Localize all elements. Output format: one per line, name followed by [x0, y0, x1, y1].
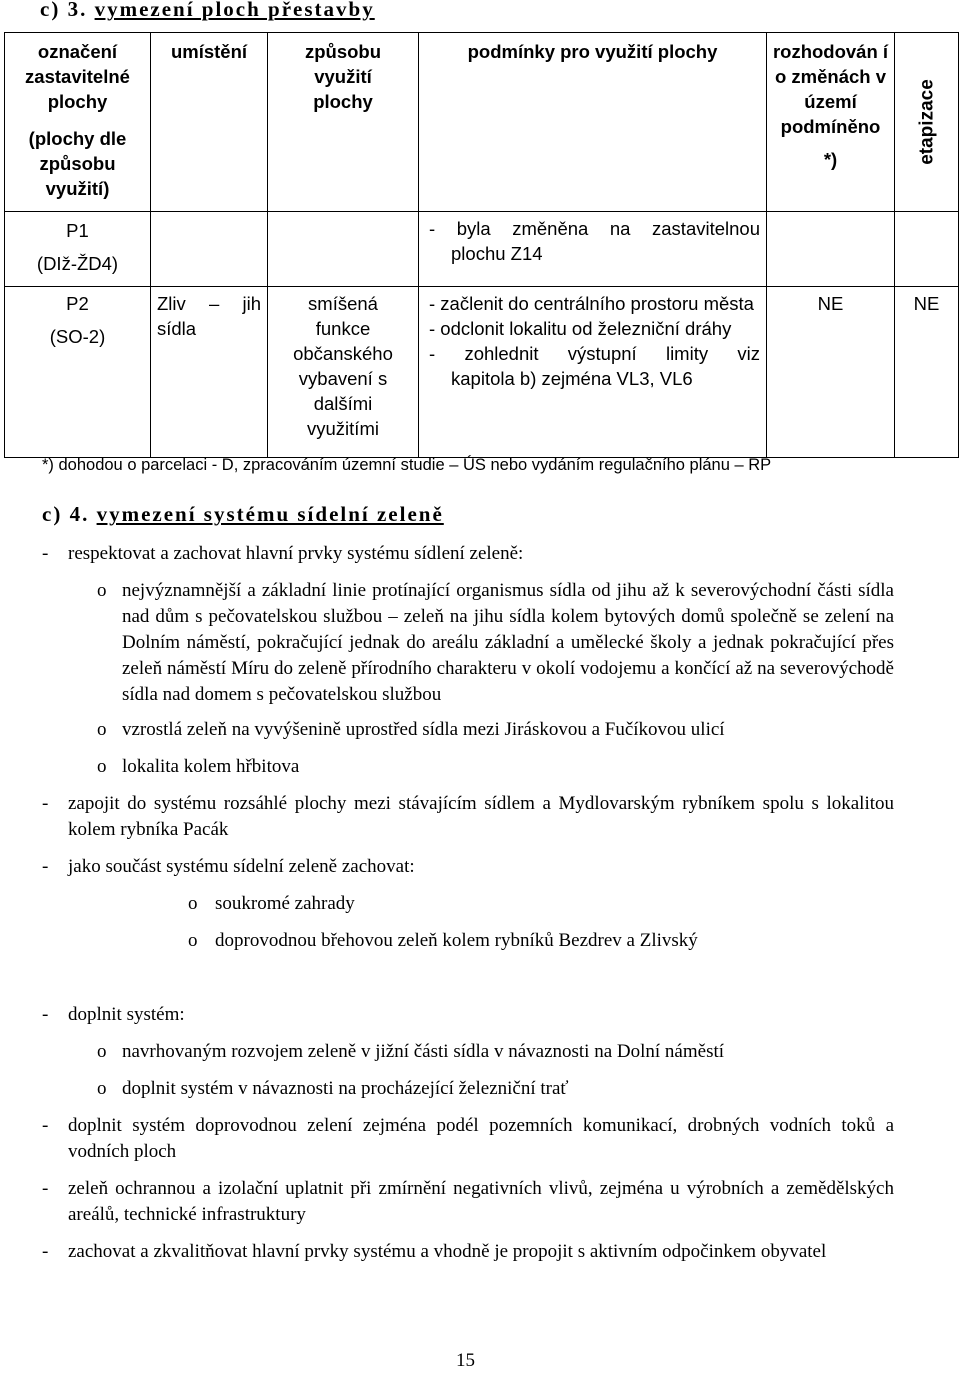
- header-rozhodovani: rozhodován í o změnách v území podmíněno *): [767, 33, 895, 212]
- header-etapizace: etapizace: [895, 33, 959, 212]
- header-podminky: podmínky pro využití plochy: [419, 33, 767, 212]
- sub-list-item: doplnit systém v návaznosti na procházející železniční trať: [122, 1078, 569, 1099]
- bullet-marker: o: [97, 1078, 107, 1099]
- row-p2-use: smíšená funkce občanského vybavení s dalšími využitími: [268, 287, 419, 458]
- sub-list-item: vzrostlá zeleň na vyvýšenině uprostřed sídla mezi Jiráskovou a Fučíkovou ulicí: [122, 719, 725, 740]
- dash-marker: -: [42, 793, 49, 814]
- list-item: doplnit systém doprovodnou zelení zejména podél pozemních komunikací, drobných vodních toků a vodních ploch: [68, 1115, 894, 1162]
- table-footnote: *) dohodou o parcelaci - D, zpracováním územní studie – ÚS nebo vydáním regulačního plánu – RP: [42, 456, 772, 474]
- list-item: respektovat a zachovat hlavní prvky systému sídlení zeleně:: [68, 543, 524, 564]
- row-p2-decision: NE: [767, 287, 895, 458]
- row-p1-conditions: - byla změněna na zastavitelnou plochu Z14: [419, 212, 767, 287]
- page-number: 15: [456, 1350, 475, 1371]
- header-rozhodovani-mark: *): [823, 149, 838, 170]
- list-item: zeleň ochrannou a izolační uplatnit při zmírnění negativních vlivů, zejména u výrobních a zemědělských areálů, technické infrastruktury: [68, 1178, 894, 1225]
- section-3-title: vymezení ploch přestavby: [94, 0, 375, 21]
- row-p1-use: [268, 212, 419, 287]
- row-p2-id: P2 (SO-2): [5, 287, 151, 458]
- dash-marker: -: [42, 1115, 49, 1136]
- list-item: jako součást systému sídelní zeleně zachovat:: [68, 856, 415, 877]
- header-oznaceni: označení zastavitelné plochy (plochy dle způsobu využití): [5, 33, 151, 212]
- row-p1-decision: [767, 212, 895, 287]
- list-item: doplnit systém:: [68, 1004, 185, 1025]
- sub-list-item: lokalita kolem hřbitova: [122, 756, 300, 777]
- list-item: zapojit do systému rozsáhlé plochy mezi stávajícím sídlem a Mydlovarským rybníkem spolu s lokalitou kolem rybníka Pacák: [68, 793, 894, 840]
- bullet-marker: o: [97, 1041, 107, 1062]
- bullet-marker: o: [188, 893, 198, 914]
- bullet-marker: o: [97, 580, 107, 601]
- areas-table: [4, 32, 959, 458]
- bullet-marker: o: [97, 756, 107, 777]
- section-4-title: vymezení systému sídelní zeleně: [96, 502, 444, 526]
- dash-marker: -: [42, 1241, 49, 1262]
- row-p1-location: [151, 212, 268, 287]
- header-umisteni: umístění: [151, 33, 268, 212]
- row-p2-phasing: NE: [895, 287, 959, 458]
- row-p1-id: P1 (DIž-ŽD4): [5, 212, 151, 287]
- sub-list-item: navrhovaným rozvojem zeleně v jižní části sídla v návaznosti na Dolní náměstí: [122, 1041, 725, 1062]
- bullet-marker: o: [188, 930, 198, 951]
- list-item: zachovat a zkvalitňovat hlavní prvky systému a vhodně je propojit s aktivním odpočinkem obyvatel: [68, 1241, 827, 1262]
- table-header-row: [5, 33, 959, 212]
- section-3-prefix: c) 3.: [40, 0, 88, 21]
- bullet-marker: o: [97, 719, 107, 740]
- dash-marker: -: [42, 856, 49, 877]
- dash-marker: -: [42, 543, 49, 564]
- dash-marker: -: [42, 1178, 49, 1199]
- sub-list-item: nejvýznamnější a základní linie protínající organismus sídla od jihu až k severovýchodní části sídla nad dům s pečovatelskou službou – zeleň na jihu sídla kolem bytových domů společně se zelení na Dolním náměstí, pokračující jednak do areálu základní a umělecké školy a jednak pokračující přes zeleň náměstí Míru do zeleně přírodního charakteru v okolí vodojemu a končící až na severovýchodě sídla nad domem s pečovatelskou službou: [122, 580, 894, 705]
- row-p1-phasing: [895, 212, 959, 287]
- table-row: [5, 212, 959, 287]
- section-4-prefix: c) 4.: [42, 502, 90, 526]
- section-4-heading: [42, 502, 444, 527]
- row-p2-conditions: - začlenit do centrálního prostoru města - odclonit lokalitu od železniční dráhy - zohlednit výstupní limity viz kapitola b) zejména VL3, VL6: [419, 287, 767, 458]
- sub-list-item: soukromé zahrady: [215, 893, 355, 914]
- header-zpusob: způsobu využití plochy: [268, 33, 419, 212]
- section-3-heading: [40, 0, 375, 22]
- dash-marker: -: [42, 1004, 49, 1025]
- table-row: [5, 287, 959, 458]
- header-oznaceni-sub: (plochy dle způsobu využití): [28, 128, 127, 199]
- sub-list-item: doprovodnou břehovou zeleň kolem rybníků Bezdrev a Zlivský: [215, 930, 698, 951]
- row-p2-location: Zliv – jih sídla: [151, 287, 268, 458]
